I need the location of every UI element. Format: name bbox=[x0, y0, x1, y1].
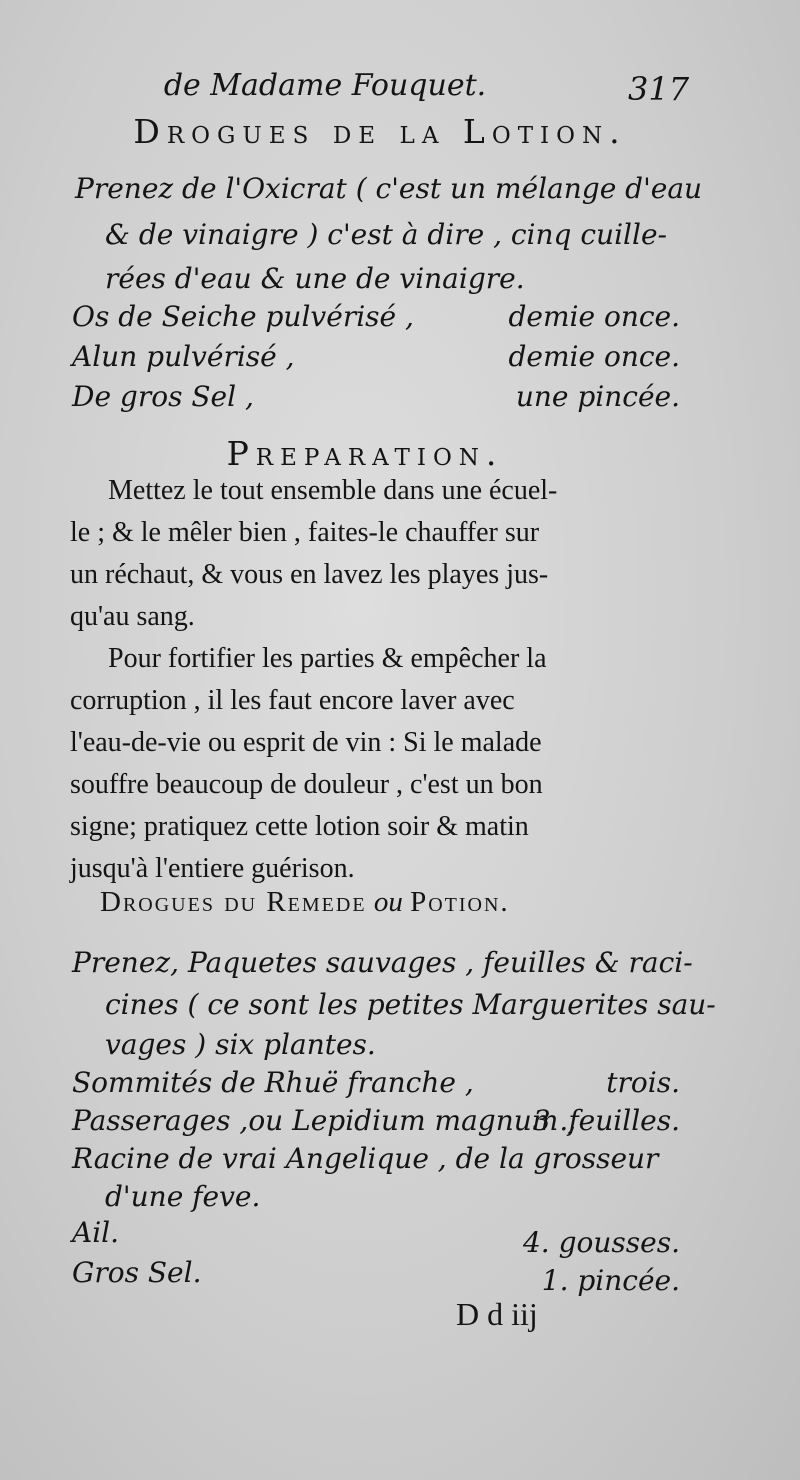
ingredient-name: Os de Seiche pulvérisé , bbox=[72, 300, 414, 333]
signature-mark: D d iij bbox=[456, 1296, 538, 1332]
ingredient-name: Passerages ,ou Lepidium magnum , bbox=[72, 1104, 577, 1137]
heading-part: Potion. bbox=[410, 886, 510, 918]
preparation-line: un réchaut, & vous en lavez les playes jus- bbox=[70, 559, 549, 590]
remede-intro-line: vages ) six plantes. bbox=[105, 1028, 376, 1061]
racine-line: d'une feve. bbox=[105, 1180, 261, 1213]
preparation-line: signe; pratiquez cette lotion soir & matin bbox=[70, 811, 529, 842]
preparation-line: corruption , il les faut encore laver avec bbox=[70, 685, 515, 716]
preparation-line: jusqu'à l'entiere guérison. bbox=[70, 853, 355, 884]
ingredient-quantity: 3 .feuilles. bbox=[532, 1104, 680, 1137]
ingredient-name: Gros Sel. bbox=[72, 1256, 202, 1289]
page-number: 317 bbox=[628, 70, 690, 108]
ingredient-quantity: 4. gousses. bbox=[522, 1226, 680, 1259]
ingredient-quantity: demie once. bbox=[508, 300, 680, 333]
preparation-line: souffre beaucoup de douleur , c'est un bon bbox=[70, 769, 543, 800]
preparation-line: qu'au sang. bbox=[70, 601, 195, 632]
running-title: de Madame Fouquet. bbox=[163, 68, 487, 103]
ingredient-name: Ail. bbox=[72, 1216, 120, 1249]
lotion-intro-line: Prenez de l'Oxicrat ( c'est un mélange d'eau bbox=[75, 172, 703, 205]
section-heading-preparation: Preparation. bbox=[226, 434, 504, 473]
heading-part: ou bbox=[373, 886, 403, 918]
lotion-intro-line: & de vinaigre ) c'est à dire , cinq cuille- bbox=[105, 218, 667, 251]
section-heading-lotion: Drogues de la Lotion. bbox=[133, 112, 627, 151]
heading-part: Drogues du Remede bbox=[100, 886, 367, 918]
preparation-line: Mettez le tout ensemble dans une écuel- bbox=[108, 475, 558, 506]
ingredient-quantity: 1. pincée. bbox=[541, 1264, 680, 1297]
preparation-line: Pour fortifier les parties & empêcher la bbox=[108, 643, 547, 674]
ingredient-name: Alun pulvérisé , bbox=[72, 340, 295, 373]
preparation-line: le ; & le mêler bien , faites-le chauffer sur bbox=[70, 517, 540, 548]
ingredient-quantity: demie once. bbox=[508, 340, 680, 373]
ingredient-name: Sommités de Rhuë franche , bbox=[72, 1066, 474, 1099]
remede-intro-line: Prenez, Paquetes sauvages , feuilles & raci- bbox=[72, 946, 693, 979]
preparation-line: l'eau-de-vie ou esprit de vin : Si le malade bbox=[70, 727, 542, 758]
racine-line: Racine de vrai Angelique , de la grosseur bbox=[72, 1142, 659, 1175]
ingredient-name: De gros Sel , bbox=[72, 380, 254, 413]
ingredient-quantity: une pincée. bbox=[515, 380, 680, 413]
remede-intro-line: cines ( ce sont les petites Marguerites sau- bbox=[105, 988, 716, 1021]
lotion-intro-line: rées d'eau & une de vinaigre. bbox=[105, 262, 525, 295]
ingredient-quantity: trois. bbox=[606, 1066, 680, 1099]
section-heading-remede bbox=[100, 886, 510, 919]
